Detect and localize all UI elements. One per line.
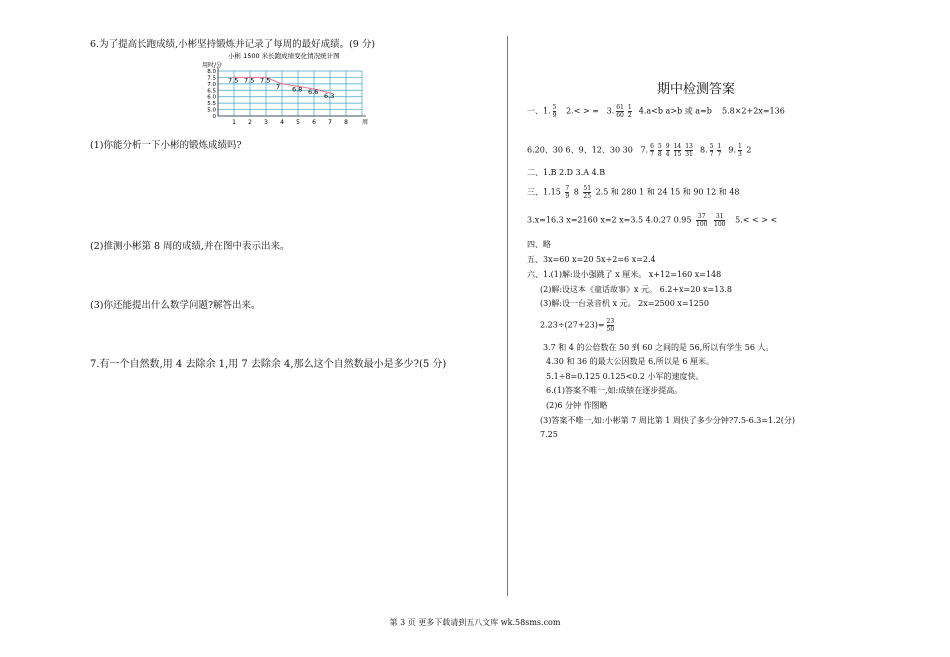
page-footer: 第 3 页 更多下载请到五八文库 wk.58sms.com bbox=[389, 618, 561, 627]
answer-row-9: (2)解:设这本《童话故事》x 元。 6.2+x=20 x=13.8 bbox=[540, 285, 733, 294]
data-label: 6.6 bbox=[308, 88, 319, 96]
answer-row-11: 2.23÷(27+23)= $\frac{23}{50}$ bbox=[540, 318, 615, 333]
column-divider bbox=[507, 36, 508, 596]
data-label: 6.8 bbox=[292, 85, 303, 94]
data-label: 7.5 bbox=[260, 76, 271, 85]
y-tick-label: 7.5 bbox=[207, 75, 216, 82]
answer-row-1: 一、1. $\frac{5}{9}$ 2.< > = 3. $\frac{61}{60}$ $\frac{1}{2}$ 4.a<b a>b 或 a=b 5.8×2+2x=136 bbox=[527, 104, 785, 119]
x-tick-label: 7 bbox=[328, 119, 332, 126]
answer-row-12: 3.7 和 4 的公倍数在 50 到 60 之间的是 56,所以有学生 56 人。 bbox=[543, 343, 774, 352]
fraction: $\frac{1}{3}$ bbox=[737, 143, 742, 158]
question-7: 7.有一个自然数,用 4 去除余 1,用 7 去除余 4,那么这个自然数最小是多少?(5 分) bbox=[90, 359, 447, 370]
y-tick-label: 6.0 bbox=[207, 94, 216, 101]
fraction: $\frac{13}{31}$ bbox=[685, 143, 693, 158]
chart-title: 小彬 1500 米长跑成绩变化情况统计图 bbox=[228, 52, 340, 60]
data-point bbox=[281, 83, 283, 85]
question-6-part-3: (3)你还能提出什么数学问题?解答出来。 bbox=[90, 300, 261, 311]
fraction: $\frac{37}{100}$ bbox=[696, 213, 708, 228]
chart-xlabel: 周 bbox=[362, 119, 369, 126]
fraction: $\frac{9}{4}$ bbox=[665, 143, 670, 158]
answer-row-16: (2)6 分钟 作图略 bbox=[546, 401, 608, 410]
y-tick-label: 0 bbox=[212, 114, 216, 120]
data-label: 7.5 bbox=[244, 76, 255, 85]
data-label: 7.5 bbox=[228, 76, 239, 85]
fraction: $\frac{5}{7}$ bbox=[709, 143, 714, 158]
x-tick-label: 3 bbox=[264, 119, 268, 126]
x-tick-label: 1 bbox=[232, 119, 236, 126]
fraction: $\frac{1}{2}$ bbox=[627, 104, 632, 119]
fraction: $\frac{7}{9}$ bbox=[565, 185, 570, 200]
answer-row-2: 6.20、30 6、9、12、30 30 7. $\frac{6}{7}$ $\frac{5}{8}$ $\frac{9}{4}$ $\frac{14}{15}$ $\frac{13}{31}$ 8. $\frac{5}{7}$ $\frac{1}{7}$ 9. $\frac{1}{3}$ 2 bbox=[527, 143, 752, 158]
x-tick-label: 8 bbox=[344, 119, 348, 126]
fraction: $\frac{51}{25}$ bbox=[583, 185, 592, 200]
answer-row-7: 五、3x=60 x=20 5x÷2=6 x=2.4 bbox=[527, 255, 656, 264]
answer-title: 期中检测答案 bbox=[657, 82, 736, 97]
x-tick-label: 2 bbox=[248, 119, 252, 126]
answer-row-10: (3)解:设一台录音机 x 元。 2x=2500 x=1250 bbox=[540, 299, 709, 308]
fraction: $\frac{5}{8}$ bbox=[657, 143, 662, 158]
answer-row-4: 三、1.15 $\frac{7}{9}$ 8 $\frac{51}{25}$ 2.5 和 280 1 和 24 15 和 90 12 和 48 bbox=[527, 185, 740, 200]
question-6-part-1: (1)你能分析一下小彬的锻炼成绩吗? bbox=[90, 140, 242, 151]
data-label: 7 bbox=[276, 82, 281, 91]
answer-row-5: 3.x=16.3 x=2160 x=2 x=3.5 4.0.27 0.95 $\frac{37}{100}$ $\frac{31}{100}$ 5.< < > < bbox=[527, 213, 778, 228]
data-label: 6.3 bbox=[324, 91, 335, 100]
answer-row-14: 5.1÷8=0.125 0.125<0.2 小军的速度快。 bbox=[546, 372, 704, 381]
answer-row-17: (3)答案不唯一,如:小彬第 7 周比第 1 周快了多少分钟?7.5-6.3=1.2(分) bbox=[540, 416, 796, 425]
line-chart bbox=[190, 49, 380, 131]
x-tick-label: 6 bbox=[312, 119, 316, 126]
question-6-part-2: (2)推测小彬第 8 周的成绩,并在图中表示出来。 bbox=[90, 241, 290, 252]
y-tick-label: 5.5 bbox=[207, 101, 216, 108]
fraction: $\frac{23}{50}$ bbox=[606, 318, 615, 333]
answer-row-13: 4.30 和 36 的最大公因数是 6,所以是 6 厘米。 bbox=[546, 357, 714, 366]
x-tick-label: 4 bbox=[280, 119, 284, 126]
question-6: 6.为了提高长跑成绩,小彬坚持锻炼并记录了每周的最好成绩。(9 分) bbox=[90, 39, 376, 50]
y-tick-label: 5.0 bbox=[207, 107, 216, 114]
fraction: $\frac{14}{15}$ bbox=[673, 143, 682, 158]
fraction: $\frac{5}{9}$ bbox=[552, 104, 557, 119]
fraction: $\frac{1}{7}$ bbox=[717, 143, 722, 158]
answer-row-18: 7.25 bbox=[540, 430, 558, 439]
answer-row-6: 四、略 bbox=[527, 240, 551, 249]
y-tick-label: 6.5 bbox=[207, 88, 216, 95]
fraction: $\frac{6}{7}$ bbox=[650, 143, 654, 158]
answer-row-3: 二、1.B 2.D 3.A 4.B bbox=[527, 168, 606, 177]
y-tick-label: 8.0 bbox=[207, 69, 216, 75]
y-tick-label: 7.0 bbox=[207, 81, 216, 88]
x-tick-label: 5 bbox=[296, 119, 300, 126]
answer-row-15: 6.(1)答案不唯一,如:成绩在逐步提高。 bbox=[546, 386, 683, 395]
chart-ylabel: 用时/分 bbox=[202, 62, 223, 69]
fraction: $\frac{31}{100}$ bbox=[714, 213, 726, 228]
answer-row-8: 六、1.(1)解:设小强跳了 x 厘米。 x+12=160 x=148 bbox=[527, 270, 722, 279]
fraction: $\frac{61}{60}$ bbox=[616, 104, 624, 119]
